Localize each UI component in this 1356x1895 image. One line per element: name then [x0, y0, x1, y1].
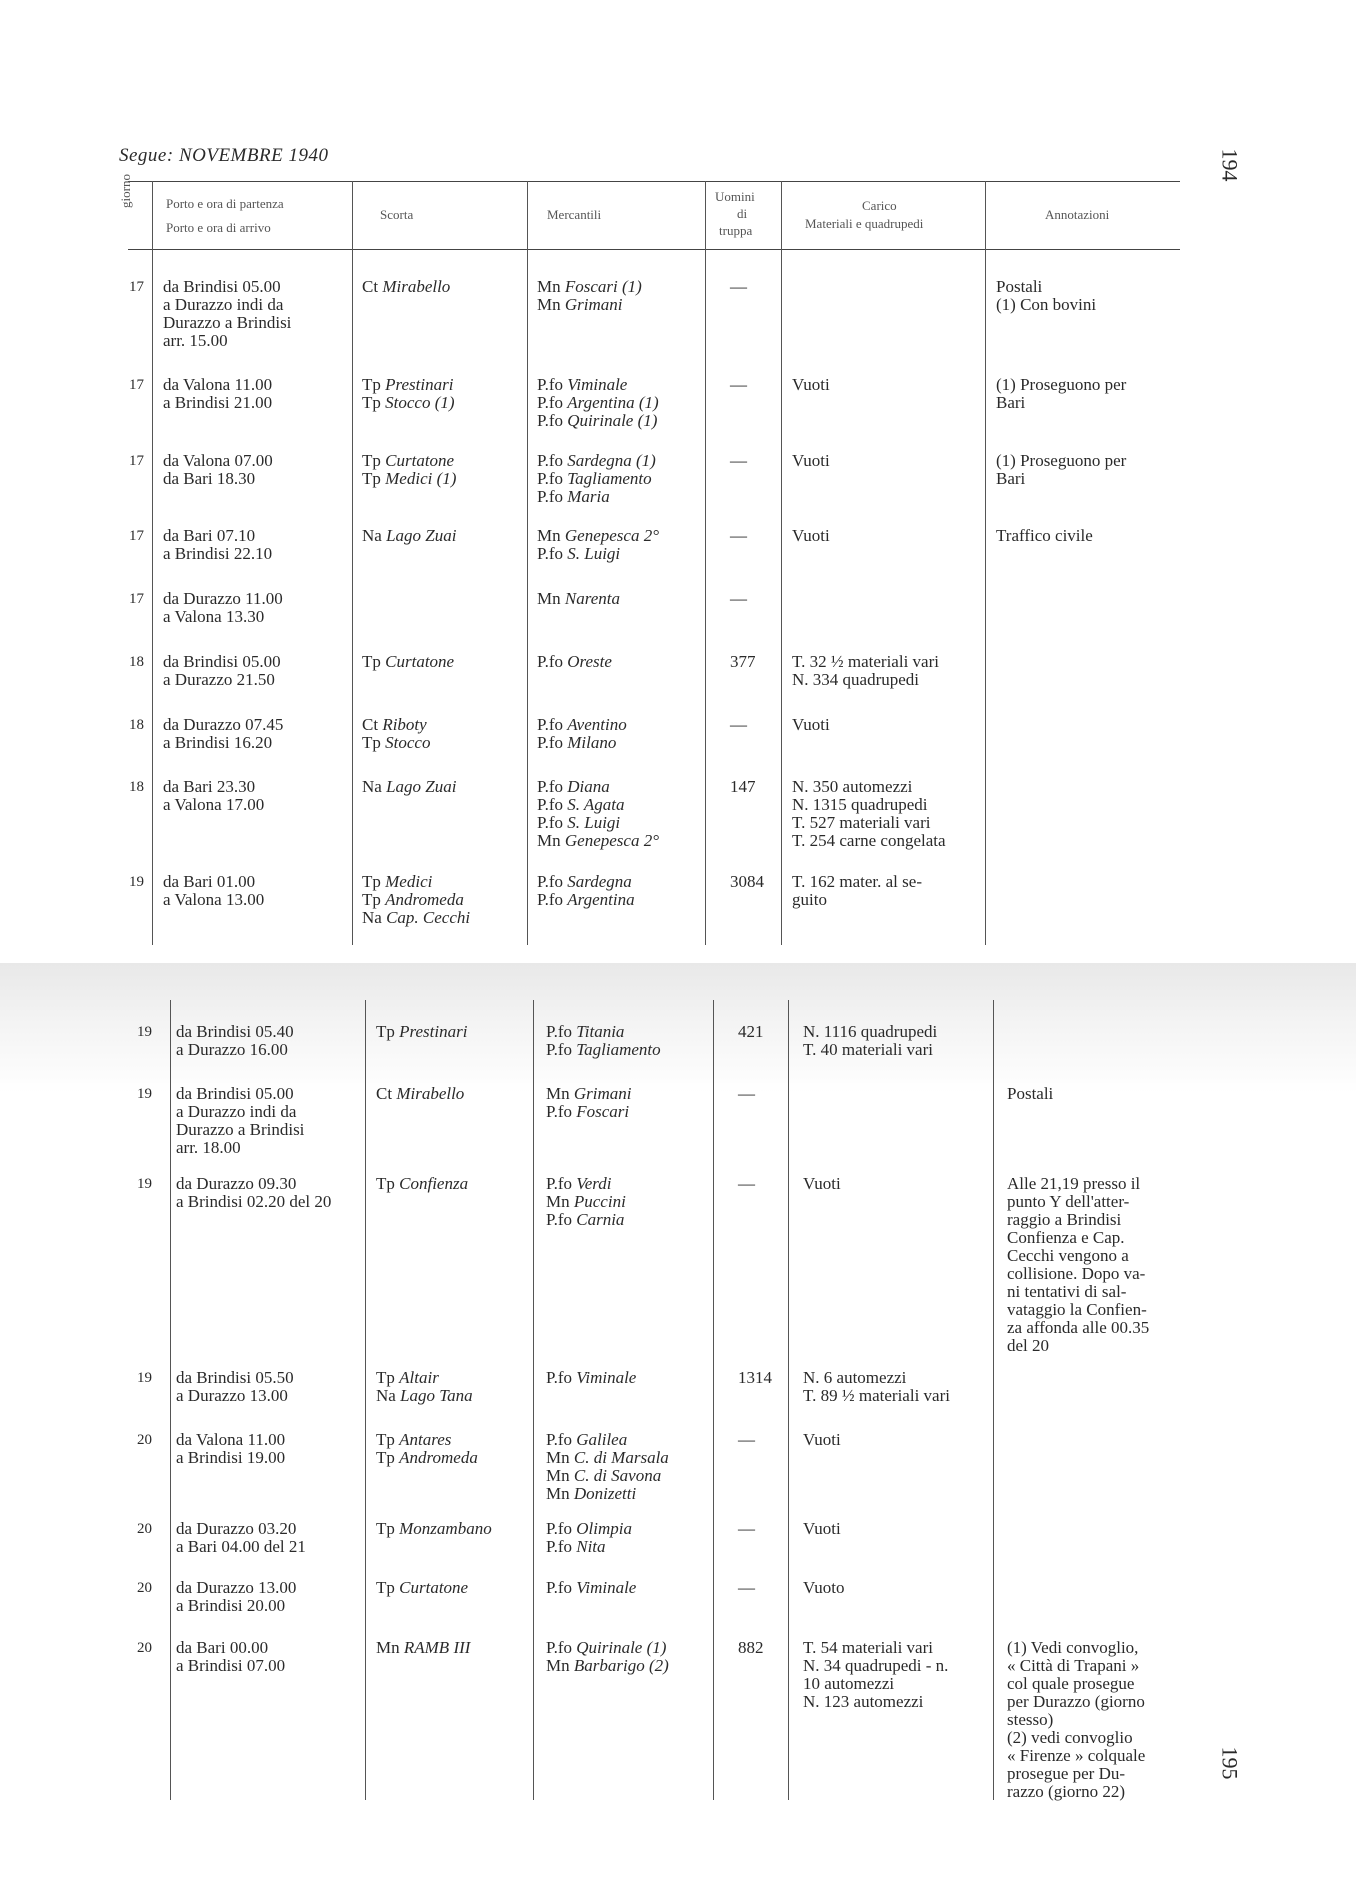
mercantili-cell — [537, 452, 656, 506]
annotazioni-cell — [1007, 1639, 1145, 1801]
header-bottom-rule — [128, 249, 1180, 250]
carico-cell-line: T. 162 mater. al se- — [792, 872, 922, 891]
carico-cell-line: T. 527 materiali vari — [792, 813, 931, 832]
porto-cell-line: a Durazzo indi da — [163, 295, 284, 314]
col-header-uomini-1: Uomini — [715, 189, 755, 204]
carico-cell — [792, 653, 939, 689]
mercantili-cell — [546, 1175, 626, 1229]
porto-cell-line: arr. 18.00 — [176, 1138, 241, 1157]
mercantili-cell — [546, 1639, 669, 1675]
mercantili-cell — [546, 1579, 636, 1597]
carico-cell-line: T. 254 carne congelata — [792, 831, 946, 850]
scorta-cell — [362, 716, 430, 752]
scorta-cell-line: Tp Andromeda — [362, 890, 464, 909]
rule-bottom-4 — [713, 1000, 714, 1800]
day-cell: 18 — [129, 654, 144, 670]
carico-cell-line: N. 1116 quadrupedi — [803, 1022, 938, 1041]
uomini-cell: — — [738, 1578, 755, 1597]
porto-cell-line: a Valona 13.00 — [163, 890, 265, 909]
annotazioni-cell — [1007, 1085, 1053, 1103]
rule-top-1 — [152, 181, 153, 945]
mercantili-cell — [537, 527, 659, 563]
annotazioni-cell — [1007, 1175, 1149, 1355]
scorta-cell-line: Na Lago Zuai — [362, 526, 457, 545]
day-cell: 20 — [137, 1521, 152, 1537]
annotazioni-line: Alle 21,19 presso il — [1007, 1174, 1141, 1193]
carico-cell-line: T. 89 ½ materiali vari — [803, 1386, 950, 1405]
mercantili-cell-line: P.fo Sardegna — [537, 872, 632, 891]
annotazioni-line: vataggio la Confien- — [1007, 1300, 1147, 1319]
porto-cell — [176, 1369, 294, 1405]
mercantili-cell-line: P.fo Verdi — [546, 1174, 612, 1193]
porto-cell-line: da Brindisi 05.50 — [176, 1368, 294, 1387]
annotazioni-line: raggio a Brindisi — [1007, 1210, 1122, 1229]
porto-cell-line: da Valona 11.00 — [176, 1430, 286, 1449]
uomini-cell: 882 — [738, 1638, 764, 1657]
rule-bottom-3 — [533, 1000, 534, 1800]
scorta-cell — [362, 527, 456, 545]
porto-cell — [176, 1579, 296, 1615]
mercantili-cell-line: P.fo Nita — [546, 1537, 606, 1556]
annotazioni-line: Postali — [1007, 1084, 1054, 1103]
mercantili-cell-line: Mn Grimani — [537, 295, 623, 314]
scorta-cell — [376, 1431, 478, 1467]
scorta-cell-line: Tp Curtatone — [362, 451, 455, 470]
porto-cell-line: da Bari 07.10 — [163, 526, 256, 545]
uomini-cell: — — [730, 715, 747, 734]
col-header-porto-partenza: Porto e ora di partenza — [166, 196, 284, 211]
scorta-cell — [376, 1023, 467, 1041]
porto-cell-line: a Brindisi 21.00 — [163, 393, 273, 412]
mercantili-cell — [537, 778, 659, 850]
carico-cell-line: Vuoto — [803, 1578, 845, 1597]
annotazioni-cell — [996, 527, 1093, 545]
annotazioni-line: ni tentativi di sal- — [1007, 1282, 1127, 1301]
carico-cell — [803, 1175, 841, 1193]
porto-cell — [163, 778, 264, 814]
day-cell: 17 — [129, 279, 144, 295]
carico-cell-line: N. 123 automezzi — [803, 1692, 924, 1711]
porto-cell-line: a Brindisi 07.00 — [176, 1656, 286, 1675]
page-number-bottom: 195 — [1217, 1746, 1243, 1780]
day-cell: 17 — [129, 377, 144, 393]
day-cell: 20 — [137, 1432, 152, 1448]
uomini-cell: — — [730, 375, 747, 394]
carico-cell — [792, 452, 830, 470]
col-header-porto-arrivo: Porto e ora di arrivo — [166, 220, 271, 235]
annotazioni-line: (1) Proseguono per — [996, 375, 1127, 394]
mercantili-cell — [546, 1085, 632, 1121]
carico-cell-line: N. 6 automezzi — [803, 1368, 907, 1387]
annotazioni-line: punto Y dell'atter- — [1007, 1192, 1130, 1211]
mercantili-cell-line: P.fo Foscari — [546, 1102, 630, 1121]
annotazioni-line: razzo (giorno 22) — [1007, 1782, 1126, 1801]
carico-cell — [803, 1369, 950, 1405]
porto-cell-line: da Valona 11.00 — [163, 375, 273, 394]
porto-cell — [163, 278, 291, 350]
mercantili-cell-line: P.fo Viminale — [546, 1368, 637, 1387]
uomini-cell: 1314 — [738, 1368, 772, 1387]
mercantili-cell-line: P.fo Tagliamento — [537, 469, 652, 488]
porto-cell-line: a Durazzo indi da — [176, 1102, 297, 1121]
col-header-uomini-3: truppa — [719, 223, 753, 238]
day-cell: 18 — [129, 779, 144, 795]
scorta-cell-line: Ct Mirabello — [376, 1084, 465, 1103]
uomini-cell: — — [730, 451, 747, 470]
mercantili-cell — [537, 873, 635, 909]
porto-cell-line: da Bari 01.00 — [163, 872, 256, 891]
carico-cell-line: Vuoti — [803, 1430, 841, 1449]
mercantili-cell — [537, 716, 627, 752]
mercantili-cell-line: Mn Puccini — [546, 1192, 626, 1211]
porto-cell-line: da Bari 23.30 — [163, 777, 256, 796]
porto-cell-line: a Valona 13.30 — [163, 607, 265, 626]
rule-top-5 — [781, 181, 782, 945]
carico-cell-line: T. 40 materiali vari — [803, 1040, 933, 1059]
porto-cell — [163, 873, 264, 909]
carico-cell — [792, 873, 922, 909]
porto-cell-line: da Durazzo 13.00 — [176, 1578, 297, 1597]
scorta-cell-line: Tp Monzambano — [376, 1519, 492, 1538]
mercantili-cell-line: Mn C. di Marsala — [546, 1448, 669, 1467]
mercantili-cell-line: Mn Foscari (1) — [537, 277, 642, 296]
porto-cell-line: a Durazzo 13.00 — [176, 1386, 288, 1405]
annotazioni-line: (1) Con bovini — [996, 295, 1097, 314]
rule-bottom-2 — [365, 1000, 366, 1800]
carico-cell-line: T. 54 materiali vari — [803, 1638, 933, 1657]
header-top-rule — [128, 181, 1180, 182]
carico-cell — [803, 1579, 844, 1597]
mercantili-cell-line: Mn Donizetti — [546, 1484, 637, 1503]
scorta-cell-line: Na Lago Zuai — [362, 777, 457, 796]
annotazioni-line: per Durazzo (giorno — [1007, 1692, 1145, 1711]
porto-cell — [176, 1023, 294, 1059]
scorta-cell-line: Tp Stocco (1) — [362, 393, 455, 412]
mercantili-cell-line: P.fo Aventino — [537, 715, 627, 734]
scorta-cell-line: Na Cap. Cecchi — [362, 908, 471, 927]
annotazioni-line: Bari — [996, 469, 1026, 488]
col-header-carico-1: Carico — [862, 198, 897, 213]
mercantili-cell-line: Mn Narenta — [537, 589, 620, 608]
scorta-cell-line: Tp Confienza — [376, 1174, 469, 1193]
mercantili-cell-line: P.fo Titania — [546, 1022, 625, 1041]
carico-cell-line: N. 334 quadrupedi — [792, 670, 920, 689]
carico-cell — [803, 1520, 841, 1538]
mercantili-cell-line: P.fo Tagliamento — [546, 1040, 661, 1059]
porto-cell-line: a Bari 04.00 del 21 — [176, 1537, 306, 1556]
carico-cell-line: Vuoti — [792, 375, 830, 394]
scorta-cell — [376, 1520, 492, 1538]
rule-top-2 — [352, 181, 353, 945]
scorta-cell-line: Tp Altair — [376, 1368, 439, 1387]
carico-cell-line: Vuoti — [803, 1174, 841, 1193]
mercantili-cell-line: P.fo Quirinale (1) — [546, 1638, 667, 1657]
col-header-scorta: Scorta — [380, 207, 414, 222]
scorta-cell — [376, 1085, 464, 1103]
porto-cell — [163, 527, 272, 563]
mercantili-cell-line: P.fo S. Luigi — [537, 544, 621, 563]
page-header: Segue: NOVEMBRE 1940 — [119, 145, 329, 166]
scorta-cell-line: Tp Curtatone — [362, 652, 455, 671]
annotazioni-line: del 20 — [1007, 1336, 1050, 1355]
uomini-cell: 3084 — [730, 872, 764, 891]
porto-cell-line: da Durazzo 07.45 — [163, 715, 284, 734]
annotazioni-line: Confienza e Cap. — [1007, 1228, 1125, 1247]
col-header-giorno: giorno — [118, 174, 133, 208]
scorta-cell-line: Tp Stocco — [362, 733, 431, 752]
carico-cell-line: Vuoti — [803, 1519, 841, 1538]
day-cell: 18 — [129, 717, 144, 733]
annotazioni-line: « Città di Trapani » — [1007, 1656, 1140, 1675]
annotazioni-line: col quale prosegue — [1007, 1674, 1135, 1693]
col-header-annotazioni: Annotazioni — [1045, 207, 1110, 222]
mercantili-cell — [537, 376, 659, 430]
porto-cell-line: a Valona 17.00 — [163, 795, 265, 814]
porto-cell-line: da Brindisi 05.00 — [176, 1084, 294, 1103]
scorta-cell — [362, 452, 456, 488]
uomini-cell: 377 — [730, 652, 756, 671]
day-cell: 19 — [137, 1370, 152, 1386]
scorta-cell-line: Tp Prestinari — [362, 375, 454, 394]
carico-cell-line: guito — [792, 890, 827, 909]
uomini-cell: 421 — [738, 1022, 764, 1041]
scorta-cell-line: Tp Antares — [376, 1430, 452, 1449]
carico-cell — [792, 527, 830, 545]
annotazioni-cell — [996, 376, 1126, 412]
col-header-carico-2: Materiali e quadrupedi — [805, 216, 924, 231]
scorta-cell — [376, 1639, 470, 1657]
scorta-cell-line: Tp Prestinari — [376, 1022, 468, 1041]
mercantili-cell-line: P.fo Argentina — [537, 890, 635, 909]
porto-cell-line: a Durazzo 21.50 — [163, 670, 275, 689]
porto-cell-line: a Brindisi 22.10 — [163, 544, 273, 563]
porto-cell-line: da Durazzo 03.20 — [176, 1519, 297, 1538]
mercantili-cell-line: Mn C. di Savona — [546, 1466, 662, 1485]
porto-cell — [163, 376, 272, 412]
mercantili-cell — [546, 1023, 661, 1059]
scorta-cell-line: Tp Medici — [362, 872, 433, 891]
scorta-cell — [362, 278, 450, 296]
day-cell: 19 — [137, 1086, 152, 1102]
mercantili-cell-line: P.fo Viminale — [546, 1578, 637, 1597]
carico-cell — [803, 1431, 841, 1449]
carico-cell-line: 10 automezzi — [803, 1674, 895, 1693]
carico-cell-line: Vuoti — [792, 715, 830, 734]
porto-cell-line: da Durazzo 11.00 — [163, 589, 283, 608]
rule-top-3 — [527, 181, 528, 945]
porto-cell-line: Durazzo a Brindisi — [176, 1120, 305, 1139]
porto-cell-line: da Valona 07.00 — [163, 451, 273, 470]
porto-cell-line: da Durazzo 09.30 — [176, 1174, 297, 1193]
porto-cell-line: arr. 15.00 — [163, 331, 228, 350]
mercantili-cell — [546, 1431, 669, 1503]
mercantili-cell-line: P.fo Milano — [537, 733, 617, 752]
day-cell: 17 — [129, 528, 144, 544]
carico-cell-line: T. 32 ½ materiali vari — [792, 652, 939, 671]
porto-cell-line: Durazzo a Brindisi — [163, 313, 292, 332]
carico-cell-line: N. 350 automezzi — [792, 777, 913, 796]
porto-cell — [176, 1085, 304, 1157]
porto-cell-line: a Durazzo 16.00 — [176, 1040, 288, 1059]
day-cell: 19 — [137, 1176, 152, 1192]
uomini-cell: — — [730, 277, 747, 296]
scorta-cell — [362, 778, 456, 796]
mercantili-cell-line: P.fo S. Agata — [537, 795, 625, 814]
scorta-cell-line: Tp Curtatone — [376, 1578, 469, 1597]
porto-cell — [163, 653, 281, 689]
rule-bottom-5 — [788, 1000, 789, 1800]
mercantili-cell — [546, 1520, 632, 1556]
day-cell: 19 — [137, 1024, 152, 1040]
mercantili-cell — [537, 590, 620, 608]
carico-cell-line: Vuoti — [792, 451, 830, 470]
mercantili-cell-line: P.fo Galilea — [546, 1430, 628, 1449]
porto-cell-line: a Brindisi 19.00 — [176, 1448, 286, 1467]
annotazioni-line: (1) Vedi convoglio, — [1007, 1638, 1139, 1657]
carico-cell-line: N. 1315 quadrupedi — [792, 795, 928, 814]
mercantili-cell-line: P.fo Sardegna (1) — [537, 451, 656, 470]
carico-cell — [803, 1023, 937, 1059]
scorta-cell — [362, 653, 454, 671]
col-header-uomini-2: di — [737, 206, 748, 221]
uomini-cell: — — [738, 1174, 755, 1193]
mercantili-cell-line: P.fo Diana — [537, 777, 610, 796]
scorta-cell-line: Tp Medici (1) — [362, 469, 457, 488]
porto-cell — [163, 590, 283, 626]
annotazioni-line: (1) Proseguono per — [996, 451, 1127, 470]
annotazioni-line: za affonda alle 00.35 — [1007, 1318, 1150, 1337]
scorta-cell-line: Na Lago Tana — [376, 1386, 473, 1405]
porto-cell — [176, 1431, 285, 1467]
rule-bottom-6 — [993, 1000, 994, 1800]
mercantili-cell-line: Mn Genepesca 2° — [537, 831, 659, 850]
annotazioni-cell — [996, 278, 1096, 314]
mercantili-cell-line: Mn Genepesca 2° — [537, 526, 659, 545]
uomini-cell: — — [730, 589, 747, 608]
scorta-cell-line: Tp Andromeda — [376, 1448, 478, 1467]
porto-cell-line: da Brindisi 05.40 — [176, 1022, 294, 1041]
scorta-cell — [376, 1579, 468, 1597]
porto-cell-line: a Brindisi 16.20 — [163, 733, 273, 752]
mercantili-cell — [537, 653, 612, 671]
mercantili-cell-line: Mn Grimani — [546, 1084, 632, 1103]
rule-top-6 — [985, 181, 986, 945]
annotazioni-line: Cecchi vengono a — [1007, 1246, 1129, 1265]
scorta-cell — [362, 873, 470, 927]
porto-cell — [176, 1639, 285, 1675]
annotazioni-line: « Firenze » colquale — [1007, 1746, 1146, 1765]
scorta-cell — [376, 1175, 468, 1193]
mercantili-cell-line: P.fo Quirinale (1) — [537, 411, 658, 430]
porto-cell — [163, 452, 273, 488]
porto-cell-line: a Brindisi 20.00 — [176, 1596, 286, 1615]
mercantili-cell — [537, 278, 642, 314]
day-cell: 20 — [137, 1580, 152, 1596]
porto-cell-line: a Brindisi 02.20 del 20 — [176, 1192, 332, 1211]
porto-cell — [163, 716, 283, 752]
uomini-cell: — — [738, 1084, 755, 1103]
mercantili-cell-line: P.fo Carnia — [546, 1210, 625, 1229]
mercantili-cell-line: P.fo Argentina (1) — [537, 393, 659, 412]
porto-cell-line: da Brindisi 05.00 — [163, 277, 281, 296]
annotazioni-line: stesso) — [1007, 1710, 1054, 1729]
mercantili-cell-line: P.fo Viminale — [537, 375, 628, 394]
mercantili-cell-line: Mn Barbarigo (2) — [546, 1656, 669, 1675]
annotazioni-line: Bari — [996, 393, 1026, 412]
scorta-cell-line: Ct Riboty — [362, 715, 427, 734]
scorta-cell-line: Mn RAMB III — [376, 1638, 471, 1657]
annotazioni-line: (2) vedi convoglio — [1007, 1728, 1133, 1747]
scorta-cell — [362, 376, 455, 412]
carico-cell — [792, 716, 830, 734]
porto-cell-line: da Bari 18.30 — [163, 469, 256, 488]
mercantili-cell-line: P.fo Maria — [537, 487, 610, 506]
scorta-cell — [376, 1369, 473, 1405]
carico-cell-line: N. 34 quadrupedi - n. — [803, 1656, 949, 1675]
mercantili-cell — [546, 1369, 636, 1387]
annotazioni-line: Postali — [996, 277, 1043, 296]
mercantili-cell-line: P.fo Olimpia — [546, 1519, 632, 1538]
porto-cell-line: da Bari 00.00 — [176, 1638, 269, 1657]
porto-cell — [176, 1520, 306, 1556]
day-cell: 17 — [129, 453, 144, 469]
annotazioni-line: collisione. Dopo va- — [1007, 1264, 1146, 1283]
rule-top-4 — [705, 181, 706, 945]
porto-cell — [176, 1175, 331, 1211]
page-number-top: 194 — [1217, 148, 1243, 182]
uomini-cell: — — [738, 1519, 755, 1538]
mercantili-cell-line: P.fo Oreste — [537, 652, 612, 671]
rule-bottom-1 — [170, 1000, 171, 1800]
carico-cell — [792, 778, 946, 850]
day-cell: 17 — [129, 591, 144, 607]
mercantili-cell-line: P.fo S. Luigi — [537, 813, 621, 832]
day-cell: 20 — [137, 1640, 152, 1656]
scorta-cell-line: Ct Mirabello — [362, 277, 451, 296]
carico-cell — [792, 376, 830, 394]
day-cell: 19 — [129, 874, 144, 890]
uomini-cell: — — [738, 1430, 755, 1449]
col-header-mercantili: Mercantili — [547, 207, 602, 222]
annotazioni-cell — [996, 452, 1126, 488]
carico-cell-line: Vuoti — [792, 526, 830, 545]
annotazioni-line: Traffico civile — [996, 526, 1093, 545]
uomini-cell: — — [730, 526, 747, 545]
carico-cell — [803, 1639, 948, 1711]
uomini-cell: 147 — [730, 777, 756, 796]
porto-cell-line: da Brindisi 05.00 — [163, 652, 281, 671]
annotazioni-line: prosegue per Du- — [1007, 1764, 1126, 1783]
